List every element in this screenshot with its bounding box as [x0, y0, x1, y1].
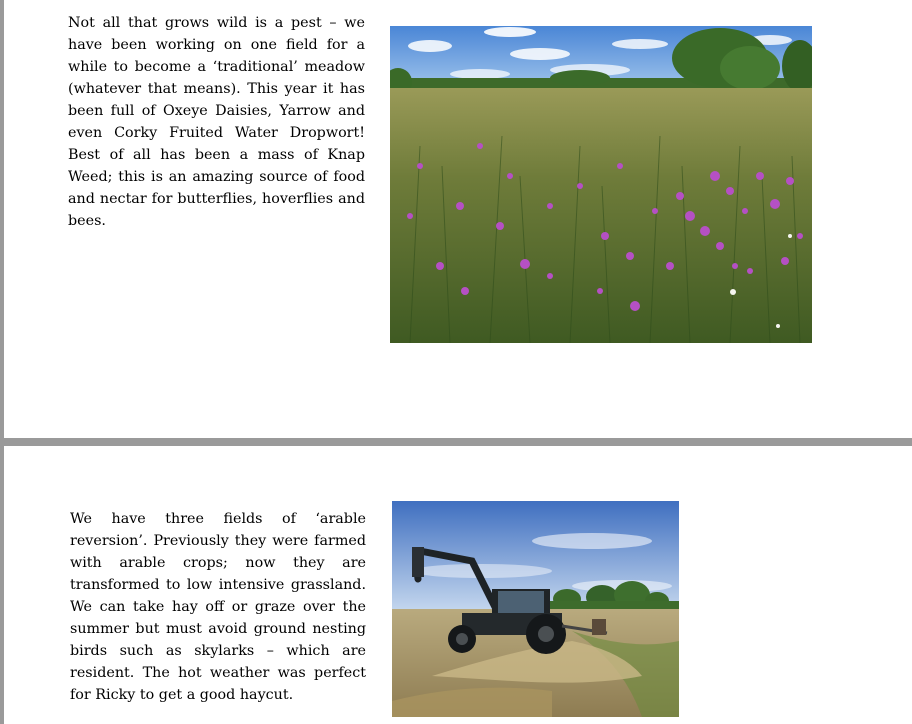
- page-border-left: [0, 0, 4, 724]
- meadow-paragraph: Not all that grows wild is a pest – we have been working on one field for a while to become a ‘traditional’ meadow (whatever that means). This year it has been full of Oxeye Daisies, Yarrow and even Corky Fruited Water Dropwort! Best of all has been a mass of Knap Weed; this is an amazing source of food and nectar for butterflies, hoverflies and bees.: [68, 15, 365, 229]
- meadow-photo: [390, 26, 812, 343]
- arable-paragraph: We have three fields of ‘arable reversion’. Previously they were farmed with arable crops; now they are transformed to low intensive grassland. We can take hay off or graze over the summer but must avoid ground nesting birds such as skylarks – which are resident. The hot weather was perfect for Ricky to get a good haycut.: [70, 511, 366, 703]
- tractor-haycut-photo: [392, 501, 679, 717]
- page-separator: [0, 438, 912, 446]
